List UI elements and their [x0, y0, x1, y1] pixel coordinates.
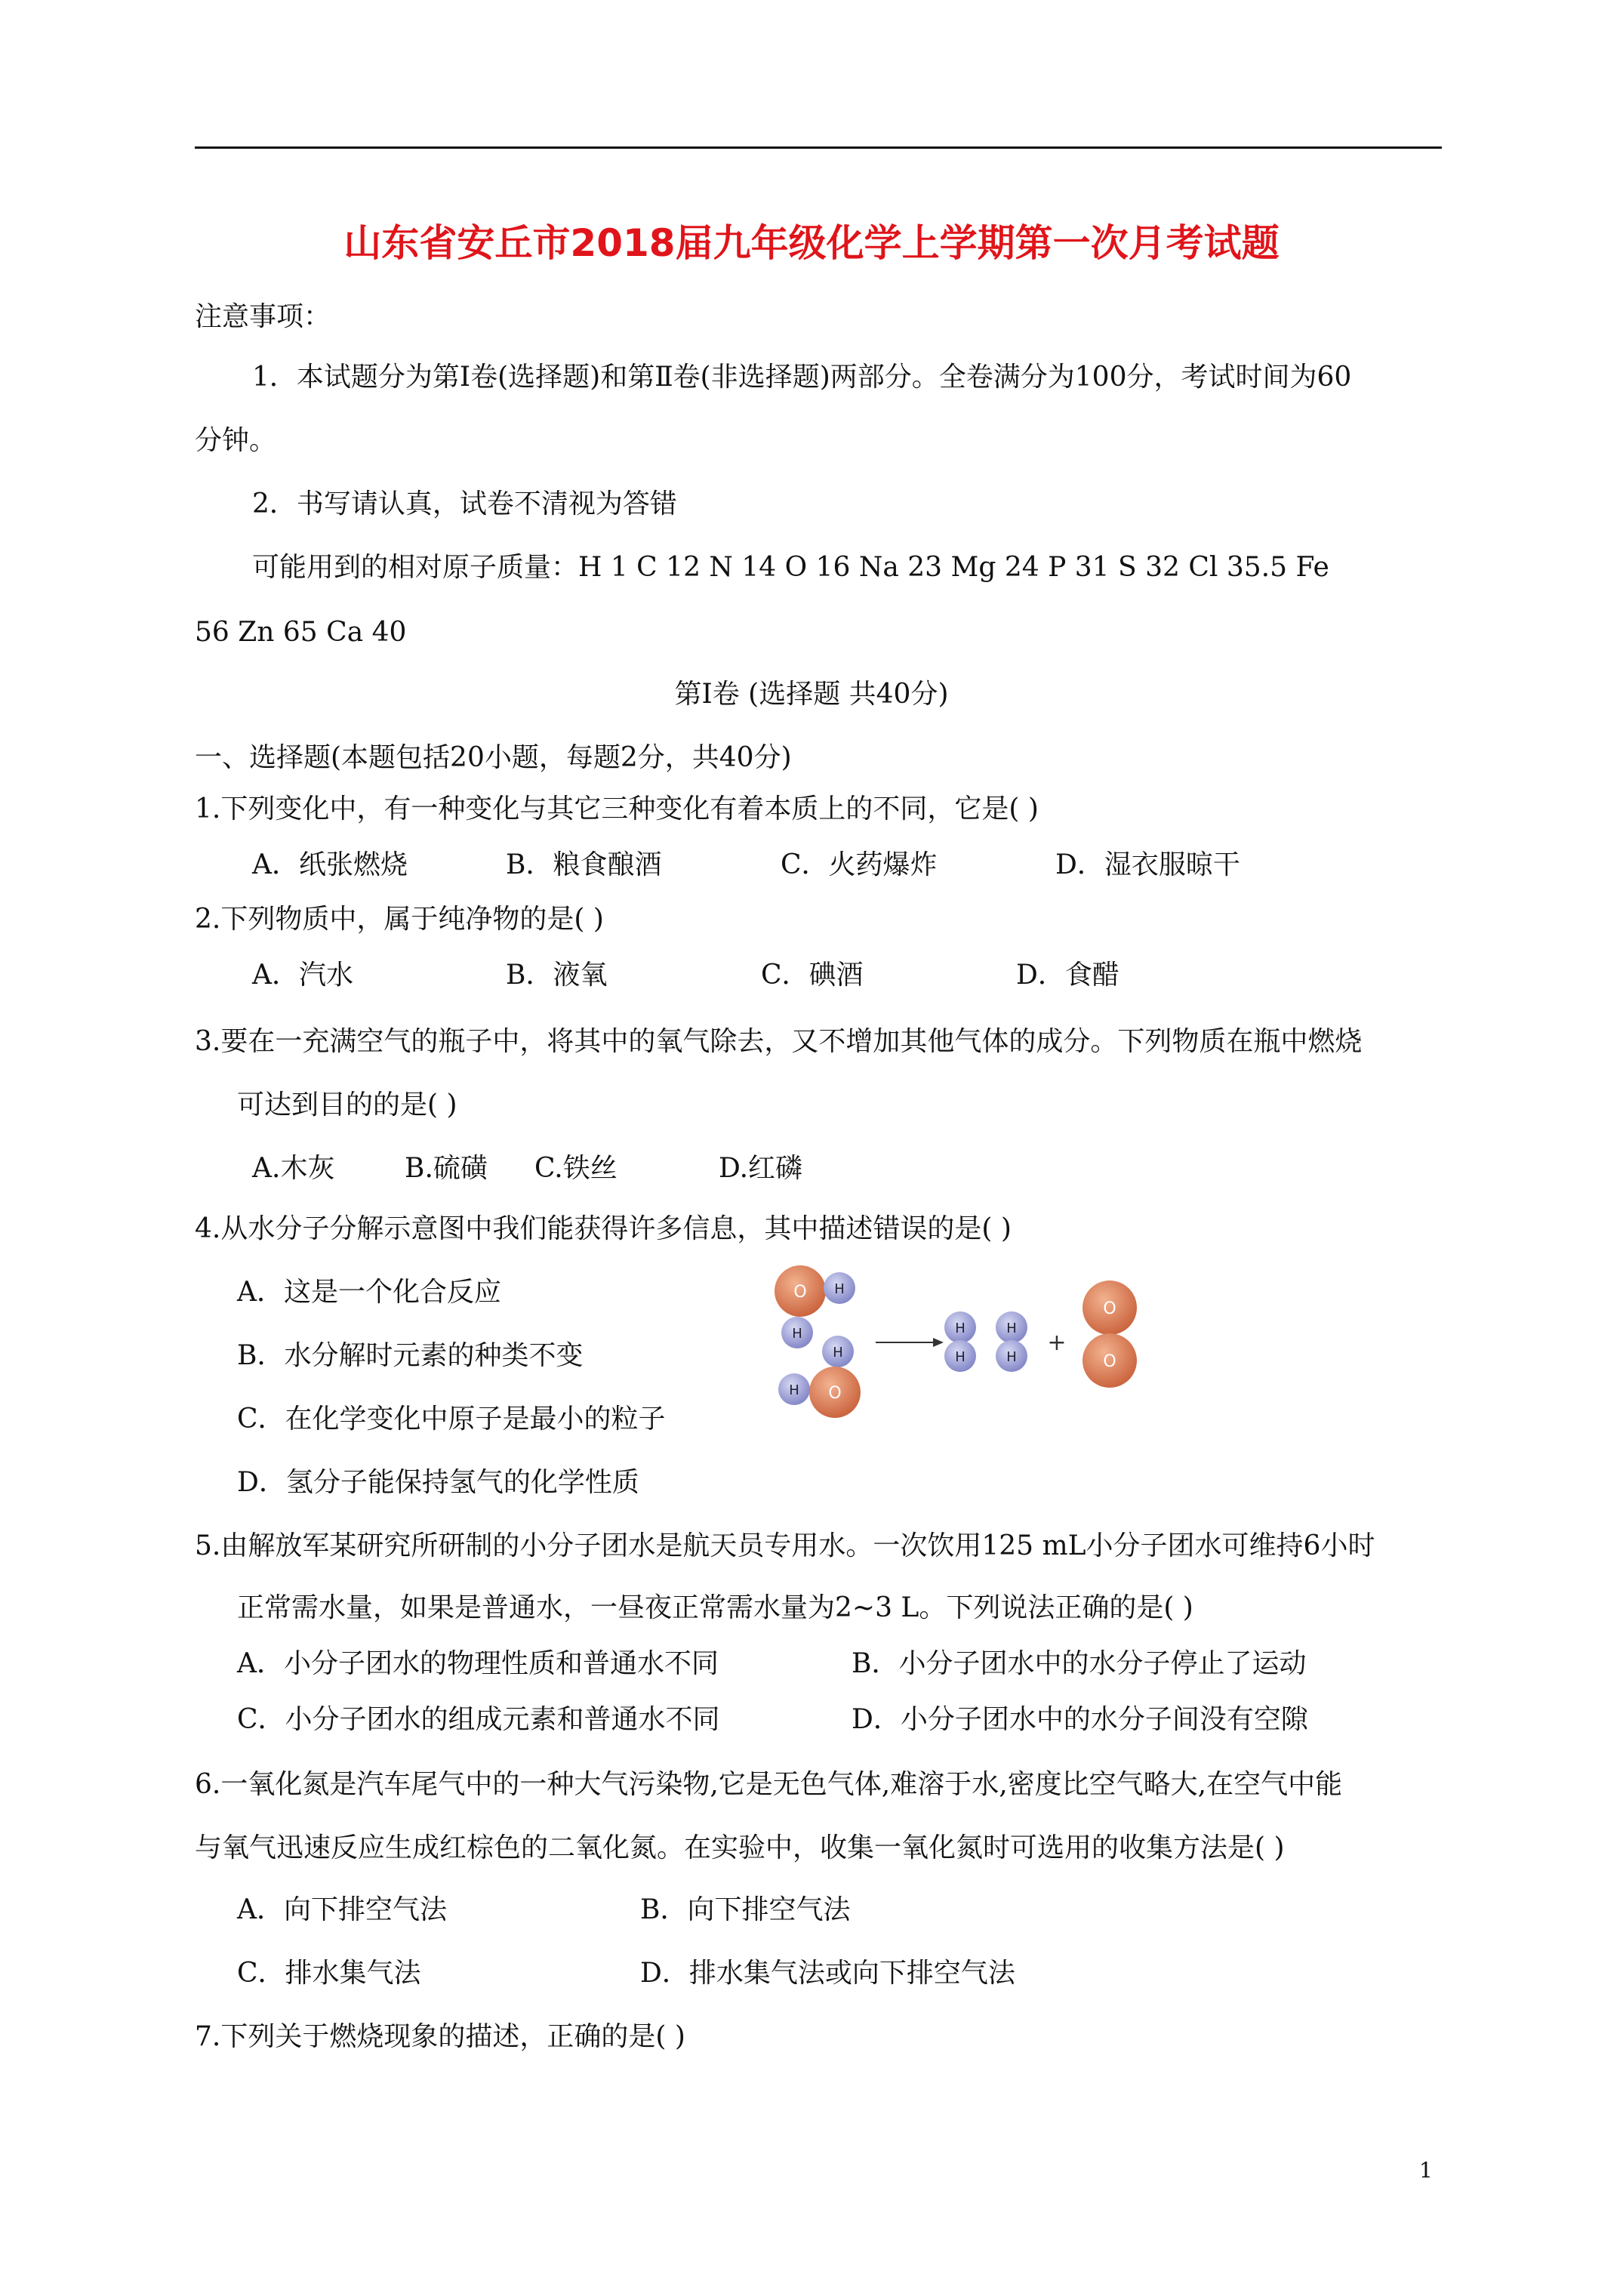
- oxygen-label: O: [1103, 1299, 1116, 1318]
- hydrogen-label: H: [833, 1345, 843, 1361]
- q6-option-a: A．向下排空气法: [237, 1894, 447, 1925]
- hydrogen-label: H: [1006, 1321, 1017, 1336]
- q3-stem-cont: 可达到目的的是( ): [237, 1089, 457, 1120]
- oxygen-label: O: [793, 1283, 807, 1302]
- q5-stem-cont: 正常需水量，如果是普通水，一昼夜正常需水量为2~3 L。下列说法正确的是( ): [237, 1592, 1193, 1623]
- q7-stem: 7.下列关于燃烧现象的描述，正确的是( ): [195, 2021, 685, 2052]
- atomic-masses-cont: 56 Zn 65 Ca 40: [195, 617, 407, 648]
- q5-option-a: A．小分子团水的物理性质和普通水不同: [237, 1648, 719, 1679]
- atomic-masses: 可能用到的相对原子质量：H 1 C 12 N 14 O 16 Na 23 Mg 24 P 31 S 32 Cl 35.5 Fe: [252, 552, 1329, 583]
- q1-option-c: C．火药爆炸: [781, 849, 938, 880]
- q2-option-a: A．汽水: [252, 960, 353, 991]
- water-decomposition-diagram: [762, 1261, 1155, 1419]
- q5-option-b: B．小分子团水中的水分子停止了运动: [852, 1648, 1307, 1679]
- hydrogen-label: H: [834, 1281, 845, 1297]
- q3-stem: 3.要在一充满空气的瓶子中，将其中的氧气除去，又不增加其他气体的成分。下列物质在瓶中燃烧: [195, 1026, 1363, 1057]
- hydrogen-label: H: [789, 1382, 799, 1398]
- q6-option-c: C．排水集气法: [237, 1958, 421, 1989]
- q3-option-c: C.铁丝: [534, 1153, 617, 1184]
- notice-item-2: 2．书写请认真，试卷不清视为答错: [252, 488, 677, 519]
- q6-stem-cont: 与氧气迅速反应生成红棕色的二氧化氮。在实验中，收集一氧化氮时可选用的收集方法是( ): [195, 1832, 1285, 1863]
- q4-option-a: A．这是一个化合反应: [237, 1277, 501, 1308]
- q6-stem: 6.一氧化氮是汽车尾气中的一种大气污染物,它是无色气体,难溶于水,密度比空气略大,在空气中能: [195, 1769, 1343, 1800]
- hydrogen-label: H: [1006, 1349, 1017, 1365]
- q3-option-a: A.木灰: [252, 1153, 335, 1184]
- q6-option-b: B．向下排空气法: [640, 1894, 851, 1925]
- q5-option-c: C．小分子团水的组成元素和普通水不同: [237, 1704, 720, 1735]
- q3-option-d: D.红磷: [719, 1153, 803, 1184]
- q4-stem: 4.从水分子分解示意图中我们能获得许多信息，其中描述错误的是( ): [195, 1213, 1012, 1244]
- part-heading: 一、选择题(本题包括20小题，每题2分，共40分): [195, 742, 792, 773]
- page-title: 山东省安丘市2018届九年级化学上学期第一次月考试题: [343, 221, 1280, 265]
- plus-sign: +: [1047, 1330, 1067, 1356]
- hydrogen-label: H: [955, 1321, 965, 1336]
- q2-option-d: D．食醋: [1016, 960, 1119, 991]
- notice-heading: 注意事项：: [195, 301, 331, 332]
- q1-option-d: D．湿衣服晾干: [1055, 849, 1240, 880]
- oxygen-label: O: [828, 1384, 842, 1403]
- oxygen-label: O: [1103, 1352, 1116, 1371]
- notice-item-1: 1．本试题分为第Ⅰ卷(选择题)和第Ⅱ卷(非选择题)两部分。全卷满分为100分，考试时间为60: [252, 362, 1352, 393]
- q2-option-c: C．碘酒: [761, 960, 864, 991]
- reaction-arrowhead: [933, 1338, 944, 1347]
- hydrogen-label: H: [792, 1326, 802, 1342]
- hydrogen-label: H: [955, 1349, 965, 1365]
- q1-stem: 1.下列变化中，有一种变化与其它三种变化有着本质上的不同，它是( ): [195, 794, 1039, 824]
- q6-option-d: D．排水集气法或向下排空气法: [640, 1958, 1015, 1989]
- q5-option-d: D．小分子团水中的水分子间没有空隙: [852, 1704, 1308, 1735]
- q1-option-a: A．纸张燃烧: [252, 849, 408, 880]
- q2-stem: 2.下列物质中，属于纯净物的是( ): [195, 904, 604, 935]
- header-rule: [195, 146, 1442, 149]
- q4-option-d: D．氢分子能保持氢气的化学性质: [237, 1467, 639, 1498]
- q2-option-b: B．液氧: [506, 960, 608, 991]
- q3-option-b: B.硫磺: [405, 1153, 488, 1184]
- q4-option-c: C．在化学变化中原子是最小的粒子: [237, 1404, 666, 1435]
- section-title: 第Ⅰ卷 (选择题 共40分): [674, 679, 949, 710]
- notice-item-1-cont: 分钟。: [195, 425, 277, 456]
- q4-option-b: B．水分解时元素的种类不变: [237, 1340, 584, 1371]
- q5-stem: 5.由解放军某研究所研制的小分子团水是航天员专用水。一次饮用125 mL小分子团水可维持6小时: [195, 1530, 1375, 1561]
- q1-option-b: B．粮食酿酒: [506, 849, 662, 880]
- page-number: 1: [1419, 2158, 1433, 2183]
